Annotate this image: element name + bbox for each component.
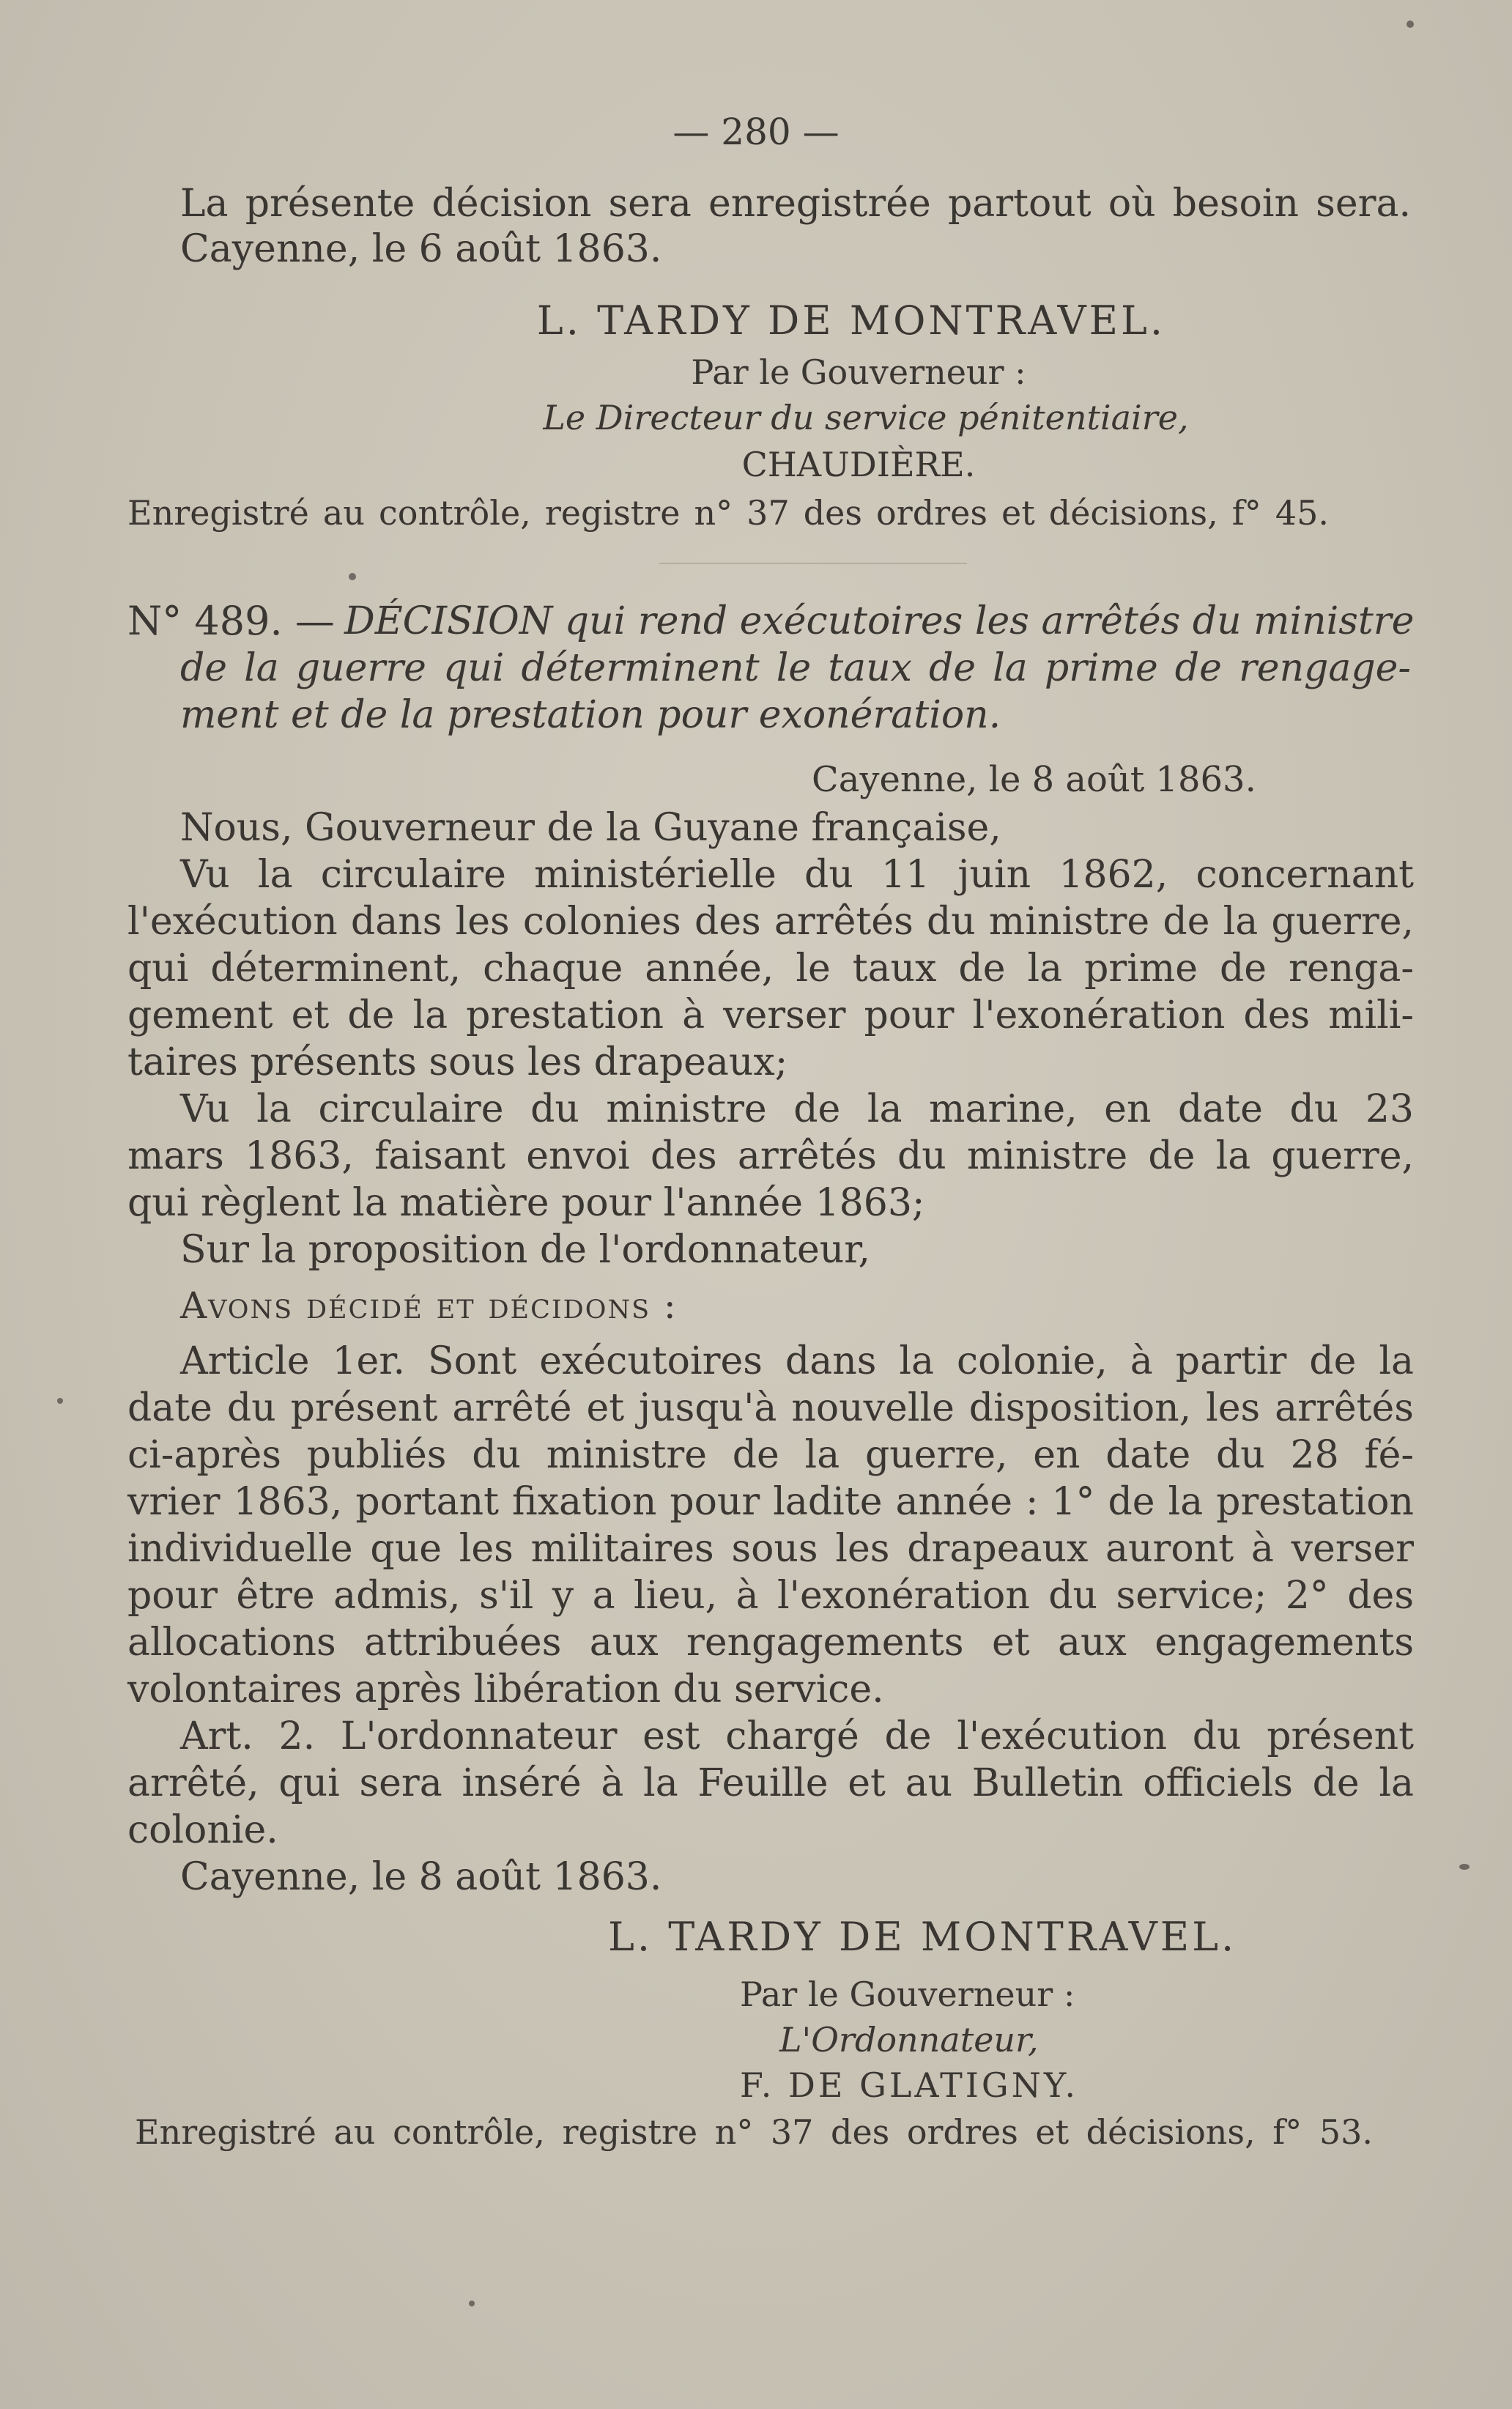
ink-speck bbox=[1459, 1864, 1470, 1870]
body-line: colonie. bbox=[127, 1808, 278, 1852]
signer-1: CHAUDIÈRE. bbox=[741, 445, 976, 484]
body-line: Vu la circulaire du ministre de la marine, en date du 23 bbox=[180, 1087, 1414, 1131]
body-line: vrier 1863, portant fixation pour ladite année : 1° de la prestation bbox=[127, 1480, 1414, 1524]
signer-2: F. DE GLATIGNY. bbox=[740, 2065, 1078, 2105]
body-line: Art. 2. L'ordonnateur est chargé de l'exécution du présent bbox=[180, 1714, 1414, 1758]
par-gouverneur-2: Par le Gouverneur : bbox=[740, 1975, 1075, 2014]
registration-2: Enregistré au contrôle, registre n° 37 des ordres et décisions, f° 53. bbox=[135, 2112, 1373, 2152]
signature-1: L. TARDY DE MONTRAVEL. bbox=[536, 297, 1166, 344]
body-line: individuelle que les militaires sous les drapeaux auront à verser bbox=[127, 1527, 1414, 1571]
ink-speck bbox=[469, 2301, 475, 2306]
signature-2: L. TARDY DE MONTRAVEL. bbox=[608, 1914, 1237, 1960]
ink-speck bbox=[349, 573, 356, 580]
body-line: arrêté, qui sera inséré à la Feuille et au Bulletin officiels de la bbox=[127, 1761, 1414, 1805]
body-line: volontaires après libération du service. bbox=[127, 1668, 884, 1712]
closing-line: La présente décision sera enregistrée partout où besoin sera. bbox=[180, 182, 1411, 226]
body-line: Article 1er. Sont exécutoires dans la colonie, à partir de la bbox=[180, 1339, 1414, 1383]
dateline-1: Cayenne, le 6 août 1863. bbox=[180, 227, 662, 271]
body-line: Avons décidé et décidons : bbox=[180, 1284, 678, 1327]
decision-heading-2: de la guerre qui déterminent le taux de la prime de rengage- bbox=[180, 646, 1411, 690]
body-line: Cayenne, le 8 août 1863. bbox=[180, 1855, 662, 1899]
page-number: — 280 — bbox=[672, 111, 840, 153]
divider bbox=[659, 563, 967, 564]
role-1: Le Directeur du service pénitentiaire, bbox=[543, 398, 1189, 437]
body-line: qui déterminent, chaque année, le taux de la prime de renga- bbox=[127, 947, 1414, 991]
body-line: gement et de la prestation à verser pour l'exonération des mili- bbox=[127, 993, 1414, 1037]
body-line: l'exécution dans les colonies des arrêtés du ministre de la guerre, bbox=[127, 900, 1414, 944]
body-line: Vu la circulaire ministérielle du 11 juin 1862, concernant bbox=[180, 853, 1414, 897]
body-line: Nous, Gouverneur de la Guyane française, bbox=[180, 806, 1001, 850]
body-line: qui règlent la matière pour l'année 1863; bbox=[127, 1181, 925, 1225]
body-line: allocations attribuées aux rengagements et aux engagements bbox=[127, 1621, 1414, 1665]
decision-heading-1: DÉCISION qui rend exécutoires les arrêtés du ministre bbox=[344, 599, 1415, 643]
dateline-2: Cayenne, le 8 août 1863. bbox=[812, 759, 1256, 800]
registration-1: Enregistré au contrôle, registre n° 37 des ordres et décisions, f° 45. bbox=[127, 493, 1329, 533]
par-gouverneur-1: Par le Gouverneur : bbox=[691, 352, 1026, 392]
body-line: Sur la proposition de l'ordonnateur, bbox=[180, 1228, 870, 1272]
decision-heading-3: ment et de la prestation pour exonération. bbox=[180, 693, 1001, 737]
body-line: mars 1863, faisant envoi des arrêtés du ministre de la guerre, bbox=[127, 1134, 1414, 1178]
body-line: date du présent arrêté et jusqu'à nouvelle disposition, les arrêtés bbox=[127, 1386, 1414, 1430]
role-2: L'Ordonnateur, bbox=[779, 2020, 1039, 2060]
ink-speck bbox=[57, 1398, 63, 1404]
body-line: ci-après publiés du ministre de la guerre, en date du 28 fé- bbox=[127, 1433, 1414, 1477]
decision-number: N° 489. — bbox=[127, 598, 335, 644]
body-line: taires présents sous les drapeaux; bbox=[127, 1040, 788, 1084]
ink-speck bbox=[1407, 21, 1414, 28]
body-line: pour être admis, s'il y a lieu, à l'exonération du service; 2° des bbox=[127, 1574, 1414, 1618]
